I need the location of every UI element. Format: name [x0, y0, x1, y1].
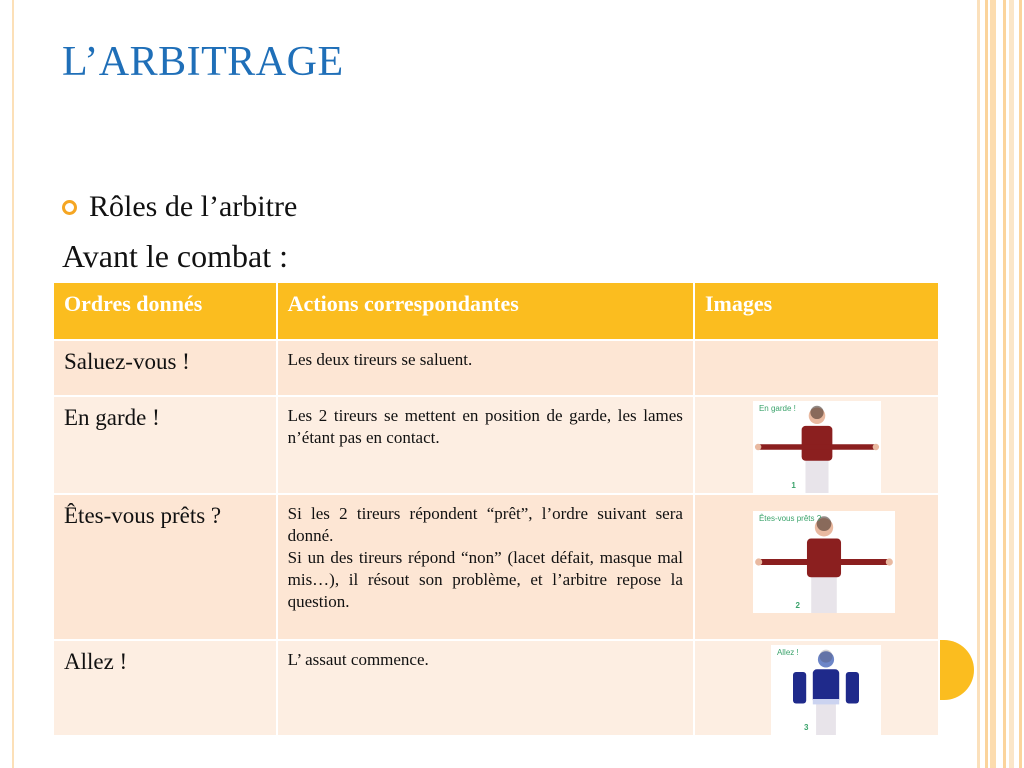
action-text: L’ assaut commence. — [287, 650, 429, 669]
subheading: Avant le combat : — [62, 238, 288, 274]
fencer-allez-image — [771, 645, 881, 735]
slide-title: L’ARBITRAGE — [62, 39, 344, 85]
table-row — [53, 396, 939, 494]
action-cell — [277, 640, 694, 736]
action-text: Si les 2 tireurs répondent “prêt”, l’ordre suivant sera donné. — [287, 504, 683, 545]
image-cell — [694, 494, 939, 640]
fencer-ready-image — [753, 511, 895, 613]
right-decorative-band — [976, 0, 1024, 768]
header-orders: Ordres donnés — [53, 282, 277, 340]
image-number: 1 — [791, 481, 796, 490]
image-cell — [694, 396, 939, 494]
bullet-text: Rôles de l’arbitre — [89, 190, 298, 223]
fencer-figure-icon — [753, 401, 881, 493]
bullet-item — [62, 190, 297, 224]
fencer-figure-icon — [771, 645, 881, 735]
table-header-row — [53, 282, 939, 340]
action-cell — [277, 494, 694, 640]
image-number: 3 — [803, 723, 809, 732]
action-cell — [277, 396, 694, 494]
action-text: Les 2 tireurs se mettent en position de garde, les lames n’étant pas en contact. — [287, 406, 683, 447]
table-row — [53, 494, 939, 640]
image-cell — [694, 640, 939, 736]
order-cell: Saluez-vous ! — [53, 340, 277, 396]
action-text: Si un des tireurs répond “non” (lacet défait, masque mal mis…), il résout son problème, et l’arbitre repose la question. — [287, 548, 683, 611]
fencer-figure-icon — [753, 511, 895, 613]
table-row — [53, 640, 939, 736]
table-row — [53, 340, 939, 396]
header-actions: Actions correspondantes — [277, 282, 694, 340]
image-caption: Êtes-vous prêts ? — [758, 514, 822, 523]
order-cell: Allez ! — [53, 640, 277, 736]
bullet-circle-icon — [62, 200, 77, 215]
image-caption: En garde ! — [758, 404, 796, 413]
left-border-line — [12, 0, 14, 768]
action-cell — [277, 340, 694, 396]
action-text: Les deux tireurs se saluent. — [287, 350, 473, 369]
order-cell: Êtes-vous prêts ? — [53, 494, 277, 640]
header-images: Images — [694, 282, 939, 340]
order-cell: En garde ! — [53, 396, 277, 494]
image-caption: Allez ! — [776, 648, 799, 657]
orders-table — [52, 281, 940, 737]
image-cell — [694, 340, 939, 396]
image-number: 2 — [795, 601, 800, 610]
fencer-en-garde-image — [753, 401, 881, 493]
